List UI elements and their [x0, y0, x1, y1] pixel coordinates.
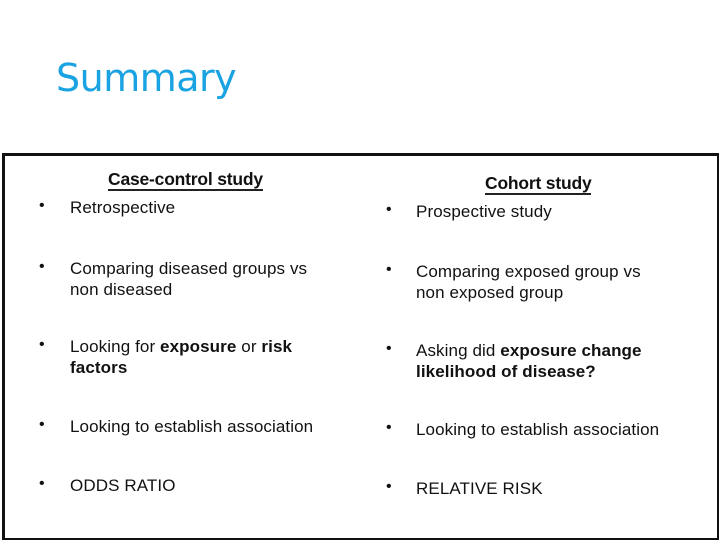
- bullet: •: [386, 478, 392, 495]
- cohort-heading: Cohort study: [485, 173, 592, 193]
- item-text: [70, 259, 378, 300]
- item-text: [70, 198, 378, 219]
- item-line: RELATIVE RISK: [416, 479, 543, 498]
- item-text: [416, 202, 716, 223]
- item-line: ODDS RATIO: [70, 476, 176, 495]
- item-text-bold: factors: [70, 357, 128, 377]
- item-text-bold: likelihood of disease?: [416, 361, 596, 381]
- item-text: [416, 479, 716, 500]
- item-text-bold: risk: [261, 337, 293, 356]
- slide-title: Summary: [56, 56, 237, 100]
- bullet: •: [39, 336, 45, 353]
- item-text: [70, 476, 378, 497]
- item-text-plain: or: [236, 337, 262, 356]
- item-text: [416, 341, 716, 382]
- item-text-bold: exposure: [160, 337, 237, 356]
- bullet: •: [386, 261, 392, 278]
- item-text-plain: Asking did: [416, 341, 501, 360]
- item-text: [70, 417, 378, 438]
- bullet: •: [39, 416, 45, 433]
- item-line: Prospective study: [416, 202, 552, 221]
- item-line: non diseased: [70, 279, 173, 299]
- case-control-heading: Case-control study: [108, 169, 263, 189]
- item-text: [416, 420, 716, 441]
- bullet: •: [386, 419, 392, 436]
- item-line: Looking to establish association: [70, 417, 314, 436]
- item-line: Retrospective: [70, 198, 176, 217]
- item-line: Comparing exposed group vs: [416, 262, 641, 281]
- item-text-plain: Looking for: [70, 337, 161, 356]
- bullet: •: [386, 340, 392, 357]
- item-line: Comparing diseased groups vs: [70, 259, 308, 278]
- bullet: •: [39, 475, 45, 492]
- item-text: [70, 337, 378, 378]
- bullet: •: [39, 197, 45, 214]
- item-text-bold: exposure change: [500, 341, 642, 360]
- bullet: •: [39, 258, 45, 275]
- comparison-table: [2, 153, 719, 540]
- item-text: [416, 262, 716, 303]
- bullet: •: [386, 201, 392, 218]
- item-line: non exposed group: [416, 282, 564, 302]
- item-line: Looking to establish association: [416, 420, 660, 439]
